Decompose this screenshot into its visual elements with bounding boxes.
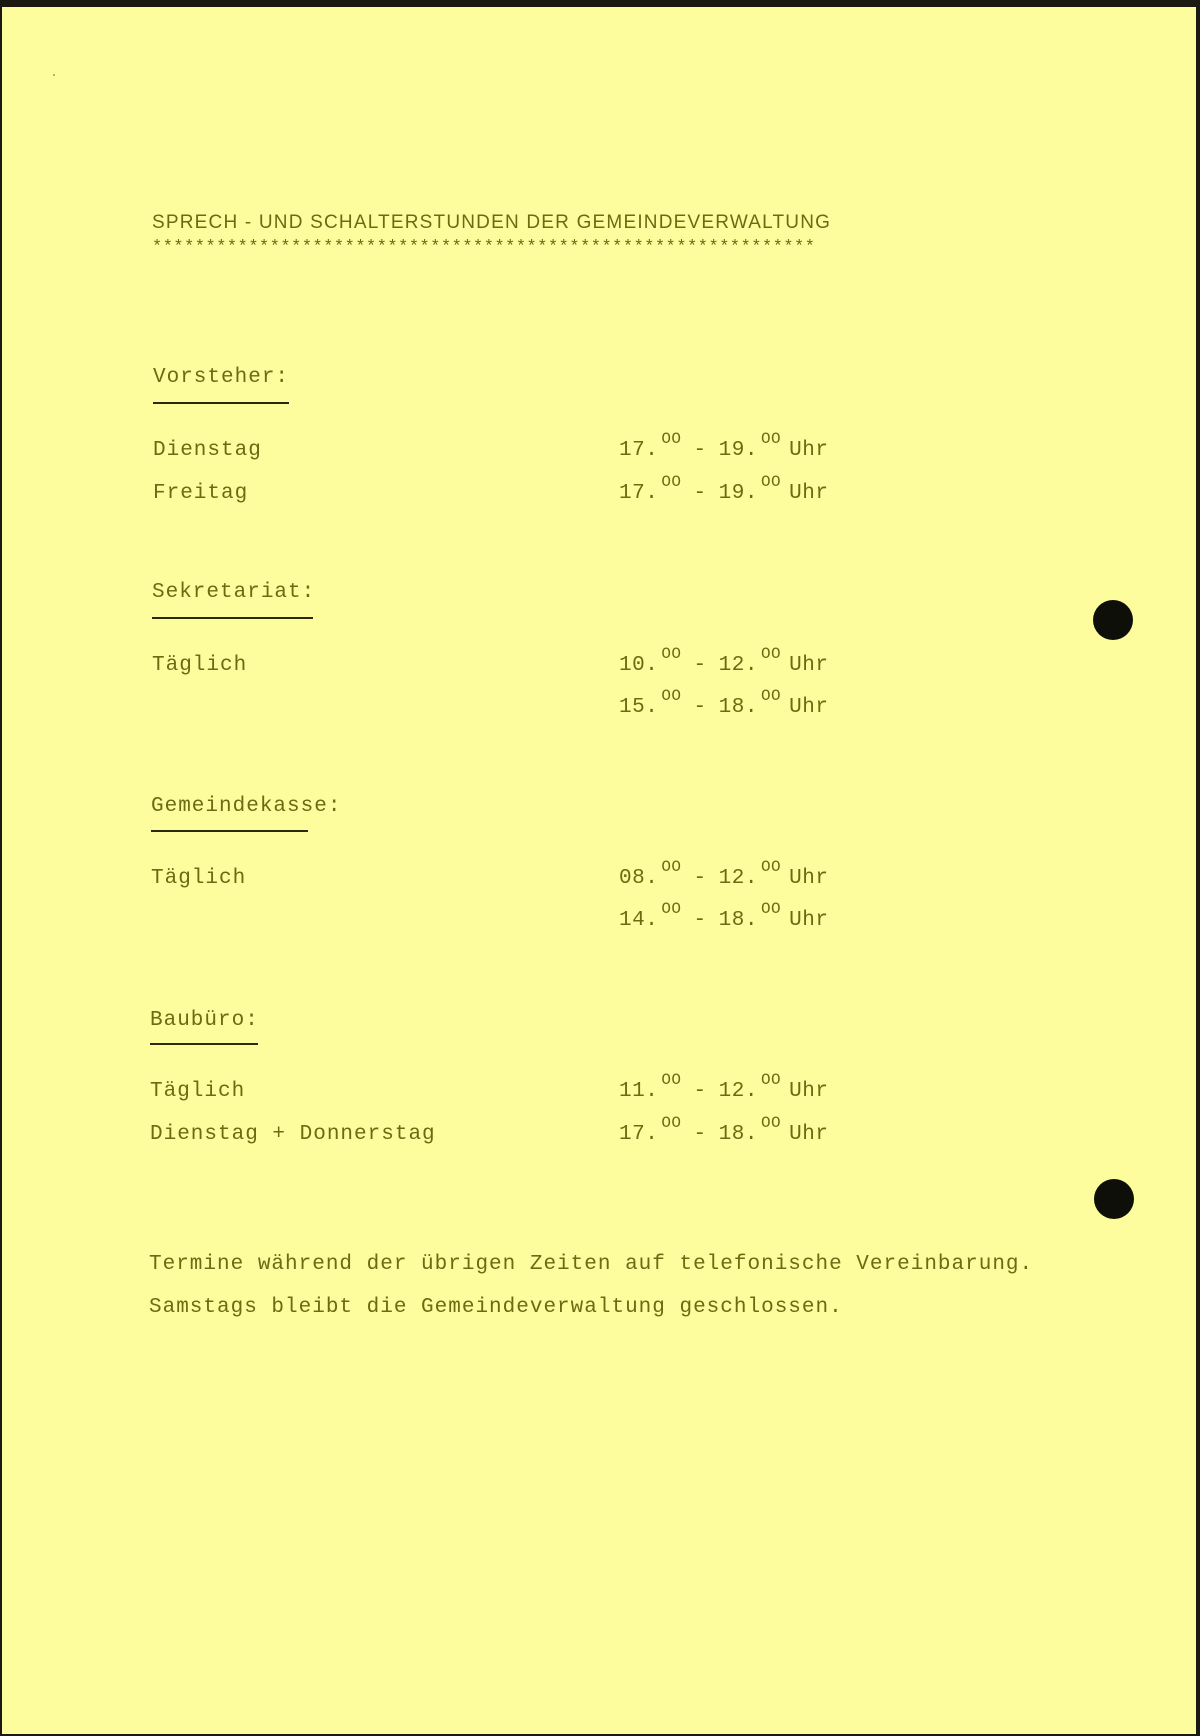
time-to-minute: OO — [760, 687, 782, 705]
note-appointments: Termine während der übrigen Zeiten auf telefonische Vereinbarung. — [149, 1253, 1034, 1276]
time-unit: Uhr — [789, 439, 829, 462]
section-heading-sekretariat: Sekretariat: — [152, 581, 316, 604]
time-dash: - — [693, 696, 707, 719]
time-unit: Uhr — [789, 482, 829, 505]
time-dash: - — [693, 1123, 707, 1146]
time-to-hour: 12. — [718, 1080, 758, 1103]
time-from-minute: OO — [661, 430, 682, 448]
paper-speck — [53, 74, 55, 76]
time-from-minute: OO — [661, 1071, 682, 1089]
time-from-minute: OO — [661, 900, 682, 918]
schedule-time-range — [619, 473, 829, 505]
schedule-time-range — [619, 430, 829, 462]
schedule-time-range — [619, 645, 829, 677]
time-to-minute: OO — [760, 1071, 782, 1089]
section-underline — [150, 1043, 258, 1045]
time-to-hour: 19. — [718, 439, 758, 462]
time-to-minute: OO — [760, 473, 782, 491]
time-dash: - — [693, 867, 707, 890]
time-from-hour: 14. — [619, 909, 659, 932]
section-underline — [151, 830, 308, 832]
title-asterisk-underline: ************************************************************** — [152, 238, 816, 257]
time-to-hour: 12. — [718, 654, 758, 677]
note-saturday-closed: Samstags bleibt die Gemeindeverwaltung geschlossen. — [149, 1296, 843, 1319]
punch-hole — [1094, 1179, 1134, 1219]
schedule-time-range — [619, 900, 829, 932]
time-to-minute: OO — [760, 900, 782, 918]
time-to-hour: 18. — [718, 696, 758, 719]
section-heading-gemeindekasse: Gemeindekasse: — [151, 795, 342, 818]
time-unit: Uhr — [789, 909, 829, 932]
schedule-day-label: Täglich — [150, 1080, 246, 1103]
time-from-minute: OO — [661, 1114, 682, 1132]
section-underline — [153, 402, 289, 404]
time-from-hour: 15. — [619, 696, 659, 719]
document-sheet — [2, 7, 1196, 1734]
time-dash: - — [693, 654, 707, 677]
time-unit: Uhr — [789, 654, 829, 677]
time-unit: Uhr — [789, 867, 829, 890]
schedule-day-label: Freitag — [153, 482, 249, 505]
schedule-day-label: Täglich — [151, 867, 247, 890]
time-to-hour: 12. — [718, 867, 758, 890]
time-dash: - — [693, 439, 707, 462]
time-from-hour: 08. — [619, 867, 659, 890]
time-dash: - — [693, 1080, 707, 1103]
schedule-time-range — [619, 1071, 829, 1103]
time-from-minute: OO — [661, 645, 682, 663]
time-to-minute: OO — [760, 858, 782, 876]
schedule-day-label: Täglich — [152, 654, 248, 677]
schedule-time-range — [619, 687, 829, 719]
schedule-day-label: Dienstag + Donnerstag — [150, 1123, 436, 1146]
punch-hole — [1093, 600, 1133, 640]
time-from-hour: 17. — [619, 439, 659, 462]
time-to-hour: 18. — [718, 1123, 758, 1146]
time-to-minute: OO — [760, 430, 782, 448]
time-to-hour: 19. — [718, 482, 758, 505]
time-from-minute: OO — [661, 858, 682, 876]
time-dash: - — [693, 909, 707, 932]
schedule-time-range — [619, 858, 829, 890]
section-heading-baubuero: Baubüro: — [150, 1009, 259, 1032]
time-from-minute: OO — [661, 473, 682, 491]
document-title: SPRECH - UND SCHALTERSTUNDEN DER GEMEINDEVERWALTUNG — [152, 212, 832, 233]
time-from-hour: 11. — [619, 1080, 659, 1103]
time-to-minute: OO — [760, 645, 782, 663]
time-from-hour: 10. — [619, 654, 659, 677]
time-from-hour: 17. — [619, 482, 659, 505]
time-unit: Uhr — [789, 1123, 829, 1146]
schedule-day-label: Dienstag — [153, 439, 262, 462]
time-from-minute: OO — [661, 687, 682, 705]
time-dash: - — [693, 482, 707, 505]
time-unit: Uhr — [789, 1080, 829, 1103]
time-unit: Uhr — [789, 696, 829, 719]
time-to-minute: OO — [760, 1114, 782, 1132]
section-heading-vorsteher: Vorsteher: — [153, 366, 290, 389]
time-from-hour: 17. — [619, 1123, 659, 1146]
section-underline — [152, 617, 313, 619]
schedule-time-range — [619, 1114, 829, 1146]
time-to-hour: 18. — [718, 909, 758, 932]
